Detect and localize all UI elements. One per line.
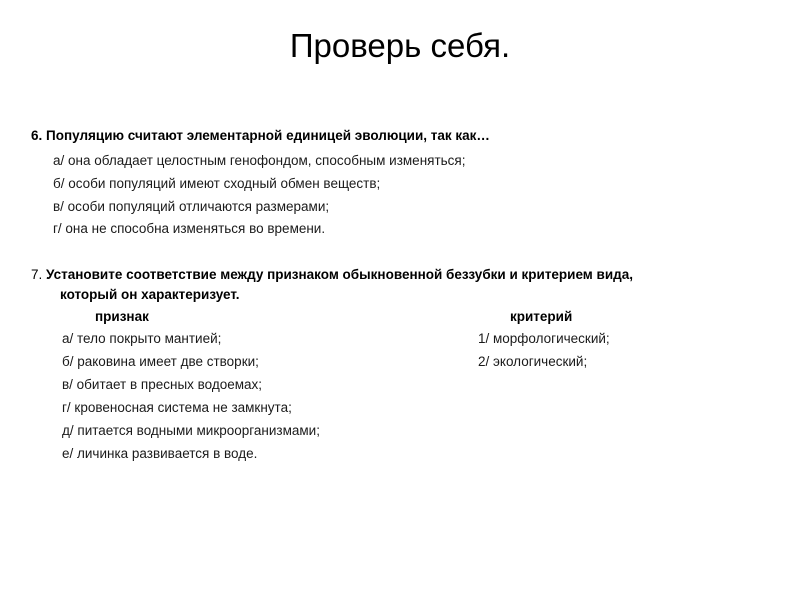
question-7-number: 7. <box>31 267 43 282</box>
question-6-option-d: г/ она не способна изменяться во времени. <box>53 221 326 236</box>
feature-c: в/ обитает в пресных водоемах; <box>62 377 263 392</box>
criterion-1: 1/ морфологический; <box>478 331 610 346</box>
question-6-option-a: а/ она обладает целостным генофондом, способным изменяться; <box>53 153 466 168</box>
column-header-feature: признак <box>95 309 149 324</box>
question-6 <box>31 127 490 145</box>
question-7-text-line-2: который он характеризует. <box>60 287 240 302</box>
feature-b: б/ раковина имеет две створки; <box>62 354 259 369</box>
question-6-option-b: б/ особи популяций имеют сходный обмен веществ; <box>53 176 381 191</box>
feature-d: г/ кровеносная система не замкнута; <box>62 400 292 415</box>
column-header-criterion: критерий <box>510 309 573 324</box>
feature-f: е/ личинка развивается в воде. <box>62 446 258 461</box>
feature-e: д/ питается водными микроорганизмами; <box>62 423 320 438</box>
feature-a: а/ тело покрыто мантией; <box>62 331 222 346</box>
question-6-text: Популяцию считают элементарной единицей эволюции, так как… <box>46 128 490 143</box>
question-6-number: 6. <box>31 128 43 143</box>
question-7-text-line-1: Установите соответствие между признаком обыкновенной беззубки и критерием вида, <box>46 267 633 282</box>
question-7 <box>31 266 633 284</box>
slide-title: Проверь себя. <box>289 27 511 64</box>
question-6-option-c: в/ особи популяций отличаются размерами; <box>53 199 330 214</box>
criterion-2: 2/ экологический; <box>478 354 588 369</box>
